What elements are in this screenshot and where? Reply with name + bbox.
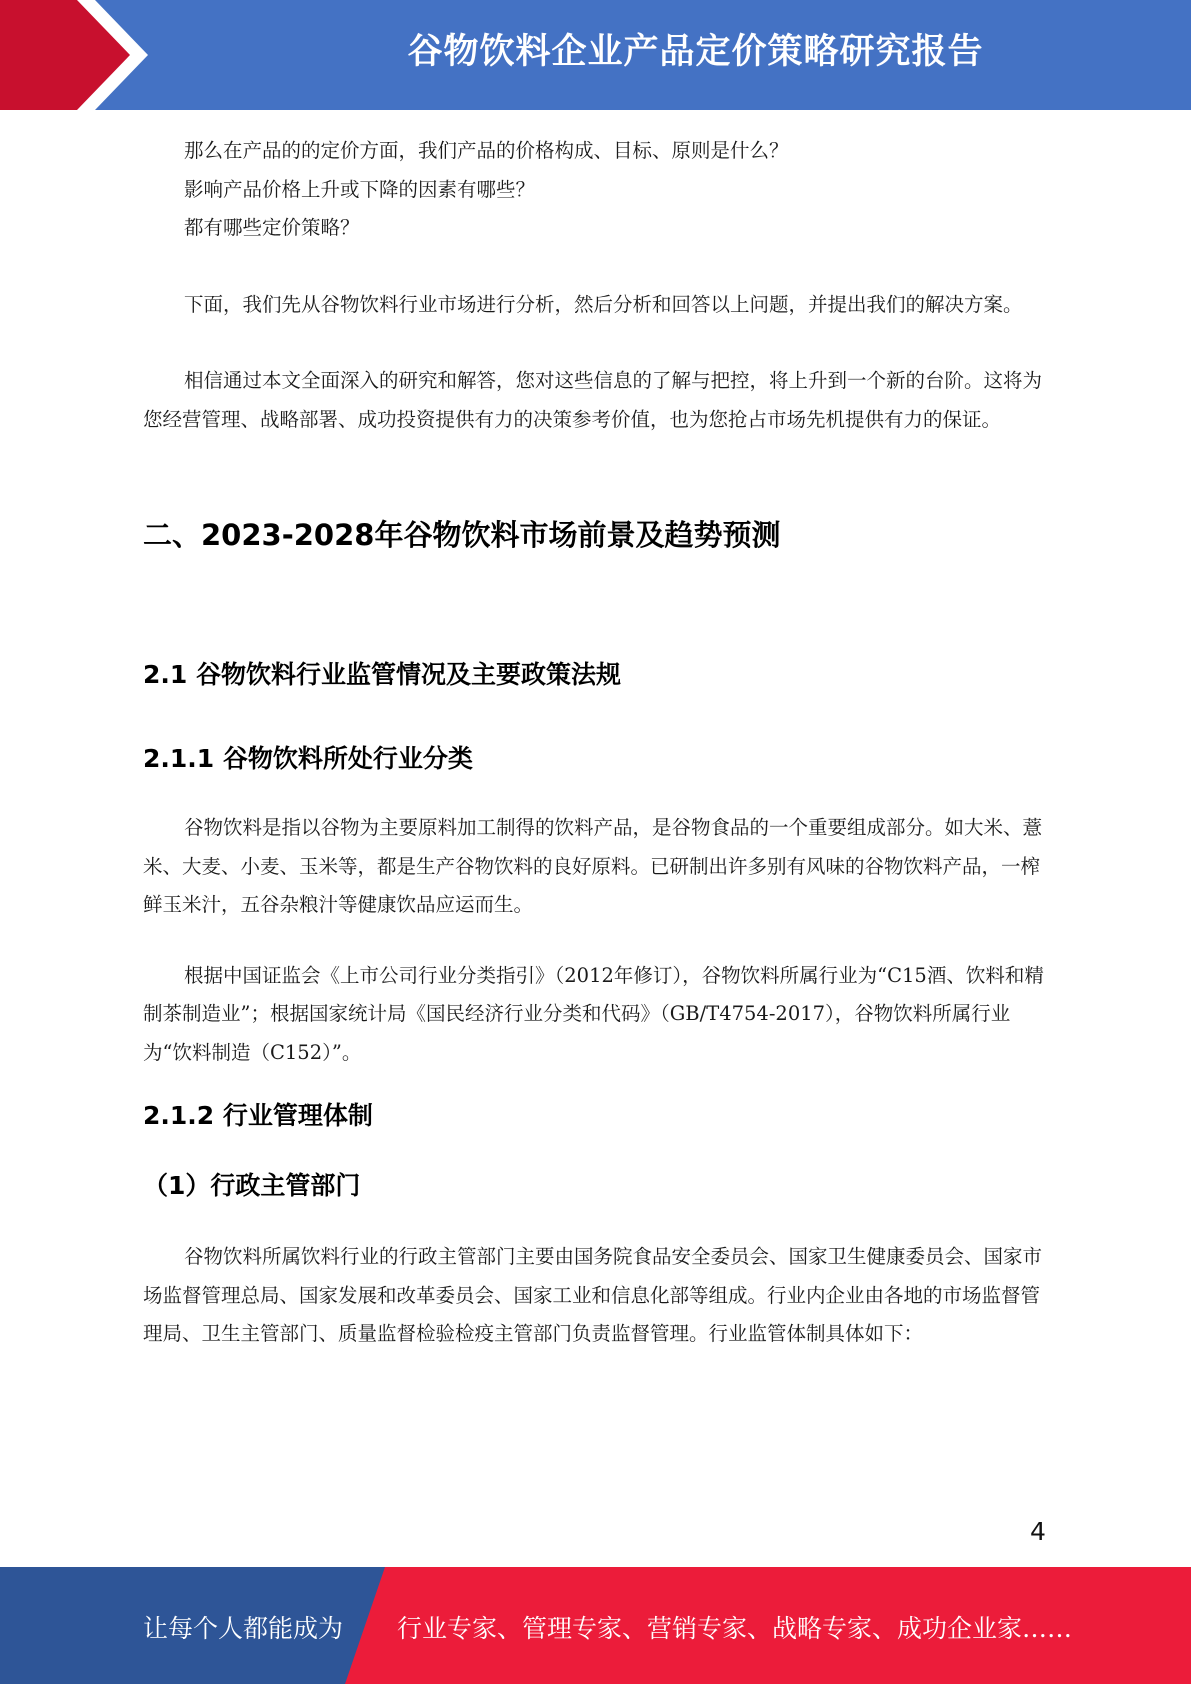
- footer-slogan-right: 行业专家、管理专家、营销专家、战略专家、成功企业家……: [397, 1614, 1073, 1643]
- report-title: 谷物饮料企业产品定价策略研究报告: [407, 32, 984, 72]
- subsection-admin-heading: （1）行政主管部门: [143, 1171, 361, 1200]
- document-body: [143, 132, 1045, 1354]
- section-2-1-1-paragraph-2: 根据中国证监会《上市公司行业分类指引》（2012年修订），谷物饮料所属行业为“C15酒、饮料和精制茶制造业”；根据国家统计局《国民经济行业分类和代码》（GB/T4754-2017），谷物饮料所属行业为“饮料制造（C152）”。: [143, 963, 1044, 1064]
- page-number: 4: [1030, 1517, 1046, 1546]
- section-2-heading: 二、2023-2028年谷物饮料市场前景及趋势预测: [143, 518, 781, 552]
- intro-question-3: 都有哪些定价策略？: [184, 216, 360, 239]
- page-footer: [0, 1567, 1191, 1684]
- page-header: [0, 0, 1191, 110]
- intro-question-2: 影响产品价格上升或下降的因素有哪些？: [184, 177, 536, 201]
- section-2-1-1-heading: 2.1.1 谷物饮料所处行业分类: [143, 744, 473, 773]
- footer-slogan-left: 让每个人都能成为: [143, 1614, 344, 1643]
- section-2-1-1-paragraph-1: 谷物饮料是指以谷物为主要原料加工制得的饮料产品，是谷物食品的一个重要组成部分。如大米、薏米、大麦、小麦、玉米等，都是生产谷物饮料的良好原料。已研制出许多别有风味的谷物饮料产品，一榨鲜玉米汁，五谷杂粮汁等健康饮品应运而生。: [143, 816, 1043, 916]
- intro-paragraph-2: 相信通过本文全面深入的研究和解答，您对这些信息的了解与把控，将上升到一个新的台阶。这将为您经营管理、战略部署、成功投资提供有力的决策参考价值，也为您抢占市场先机提供有力的保证。: [143, 369, 1043, 431]
- section-2-1-2-heading: 2.1.2 行业管理体制: [143, 1101, 373, 1130]
- section-2-1-2-paragraph-1: 谷物饮料所属饮料行业的行政主管部门主要由国务院食品安全委员会、国家卫生健康委员会、国家市场监督管理总局、国家发展和改革委员会、国家工业和信息化部等组成。行业内企业由各地的市场监督管理局、卫生主管部门、质量监督检验检疫主管部门负责监督管理。行业监管体制具体如下：: [143, 1245, 1043, 1345]
- intro-question-1: 那么在产品的的定价方面，我们产品的价格构成、目标、原则是什么？: [184, 139, 789, 162]
- section-2-1-heading: 2.1 谷物饮料行业监管情况及主要政策法规: [143, 660, 621, 689]
- intro-paragraph-1: 下面，我们先从谷物饮料行业市场进行分析，然后分析和回答以上问题，并提出我们的解决方案。: [184, 292, 1023, 316]
- red-chevron-icon: [0, 0, 160, 110]
